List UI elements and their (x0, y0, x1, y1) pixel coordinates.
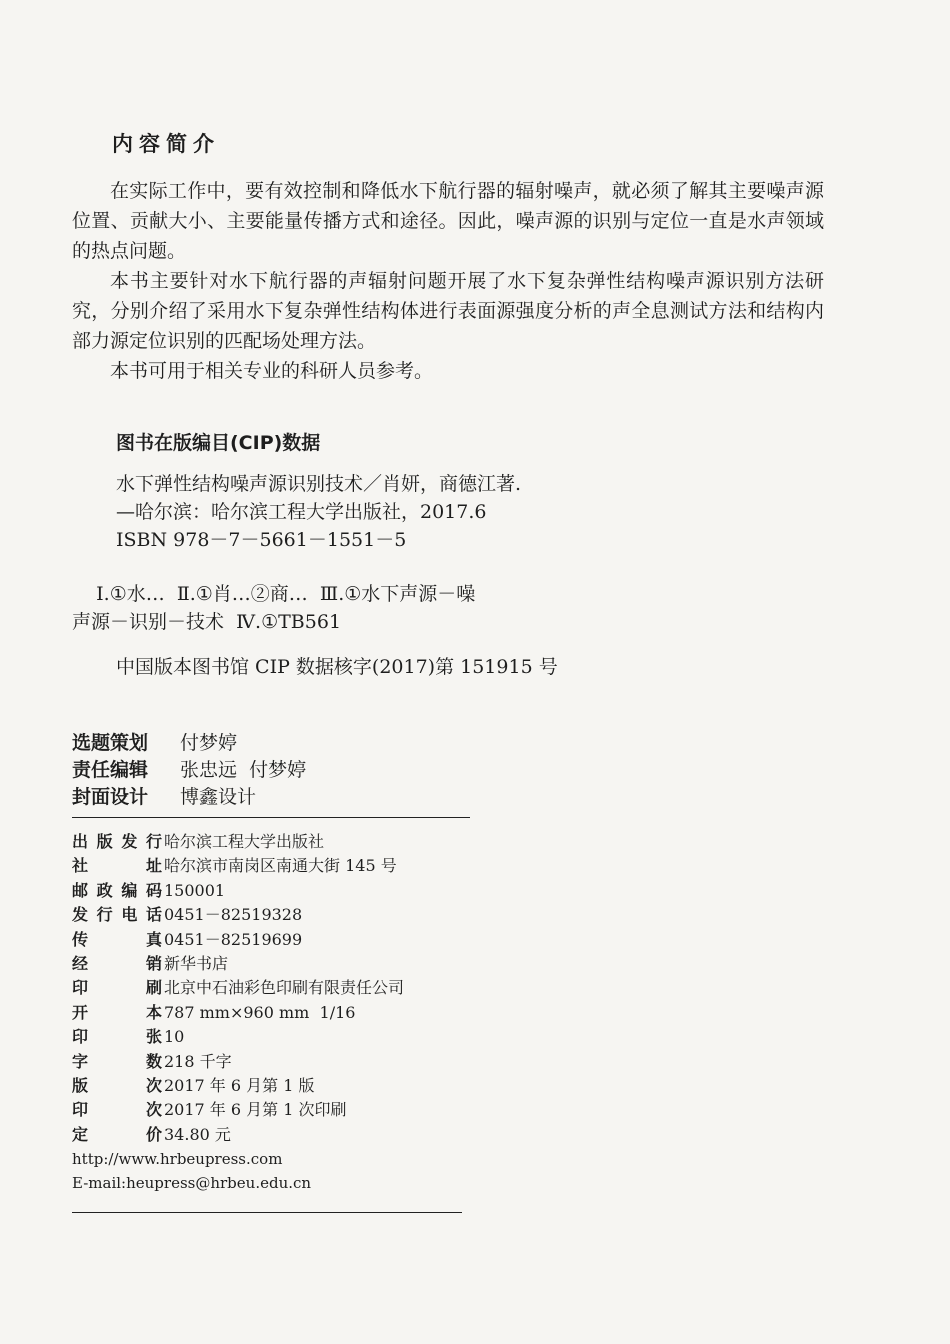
pub-info-row (72, 830, 404, 854)
pub-info-label: 字 数 (72, 1051, 162, 1071)
pub-info-value: 新华书店 (164, 953, 229, 973)
staff-label: 封面设计 (72, 786, 149, 808)
pub-info-label: 开 本 (72, 1002, 162, 1022)
pub-info-label: 发 行 电 话 (72, 905, 162, 925)
pub-info-label: 印 刷 (72, 978, 162, 998)
cip-publisher-line: —哈尔滨：哈尔滨工程大学出版社，2017.6 (116, 501, 487, 523)
staff-row (72, 730, 306, 757)
pub-info-label: 社 址 (72, 856, 162, 876)
publication-info (72, 830, 404, 1196)
pub-info-row (72, 1098, 404, 1122)
staff-credits (72, 730, 306, 811)
pub-info-value: 哈尔滨市南岗区南通大街 145 号 (164, 856, 397, 876)
pub-info-label: 传 真 (72, 929, 162, 949)
pub-info-label: 版 次 (72, 1075, 162, 1095)
staff-value: 张忠远 付梦婷 (180, 759, 307, 781)
staff-value: 付梦婷 (180, 732, 238, 754)
pub-info-row (72, 1025, 404, 1049)
pub-info-value: 0451－82519328 (164, 905, 303, 925)
pub-info-row (72, 1074, 404, 1098)
divider (72, 817, 470, 818)
cip-title-line: 水下弹性结构噪声源识别技术／肖妍，商德江著. (116, 473, 522, 495)
pub-info-value: 150001 (164, 880, 226, 900)
pub-info-row (72, 854, 404, 878)
pub-info-value: 10 (164, 1027, 185, 1047)
staff-value: 博鑫设计 (180, 786, 257, 808)
cip-approval-number: 中国版本图书馆 CIP 数据核字(2017)第 151915 号 (116, 656, 558, 678)
pub-info-row (72, 879, 404, 903)
cip-classification-line: 声源－识别－技术 Ⅳ.①TB561 (72, 611, 342, 633)
pub-info-value: 218 千字 (164, 1051, 232, 1071)
pub-info-row (72, 1123, 404, 1147)
cip-record (72, 470, 832, 554)
pub-info-row (72, 952, 404, 976)
pub-info-row (72, 928, 404, 952)
pub-info-value: 0451－82519699 (164, 929, 303, 949)
pub-info-value: 34.80 元 (164, 1124, 231, 1144)
intro-paragraph: 在实际工作中，要有效控制和降低水下航行器的辐射噪声，就必须了解其主要噪声源位置、贡献大小、主要能量传播方式和途径。因此，噪声源的识别与定位一直是水声领域的热点问题。 (72, 180, 824, 262)
pub-info-label: 邮 政 编 码 (72, 880, 162, 900)
intro-paragraph: 本书可用于相关专业的科研人员参考。 (110, 360, 434, 382)
pub-info-value: 北京中石油彩色印刷有限责任公司 (164, 978, 405, 998)
pub-info-row (72, 1050, 404, 1074)
cip-classification (72, 580, 475, 636)
pub-info-value: 哈尔滨工程大学出版社 (164, 832, 325, 851)
email-link[interactable]: E-mail:heupress@hrbeu.edu.cn (72, 1174, 312, 1193)
cip-isbn-line: ISBN 978－7－5661－1551－5 (116, 529, 407, 551)
pub-info-value: 787 mm×960 mm 1/16 (164, 1002, 356, 1022)
intro-heading: 内容简介 (112, 131, 220, 156)
divider (72, 1212, 462, 1213)
staff-row (72, 784, 306, 811)
pub-info-label: 定 价 (72, 1124, 162, 1144)
staff-label: 责任编辑 (72, 759, 149, 781)
pub-info-label: 印 张 (72, 1027, 162, 1047)
cip-classification-line: Ⅰ.①水… Ⅱ.①肖…②商… Ⅲ.①水下声源－噪 (72, 583, 476, 605)
intro-paragraph: 本书主要针对水下航行器的声辐射问题开展了水下复杂弹性结构噪声源识别方法研究，分别介绍了采用水下复杂弹性结构体进行表面源强度分析的声全息测试方法和结构内部力源定位识别的匹配场处理方法。 (72, 270, 824, 352)
pub-info-row (72, 903, 404, 927)
pub-info-label: 经 销 (72, 953, 162, 973)
staff-label: 选题策划 (72, 732, 149, 754)
pub-info-value: 2017 年 6 月第 1 次印刷 (164, 1100, 347, 1120)
cip-heading: 图书在版编目(CIP)数据 (116, 432, 321, 454)
pub-info-label: 出 版 发 行 (72, 832, 162, 851)
pub-info-label: 印 次 (72, 1100, 162, 1120)
pub-info-row (72, 1001, 404, 1025)
pub-info-row (72, 976, 404, 1000)
website-link[interactable]: http://www.hrbeupress.com (72, 1150, 283, 1169)
intro-body (72, 176, 824, 386)
pub-info-value: 2017 年 6 月第 1 版 (164, 1075, 315, 1095)
staff-row (72, 757, 306, 784)
